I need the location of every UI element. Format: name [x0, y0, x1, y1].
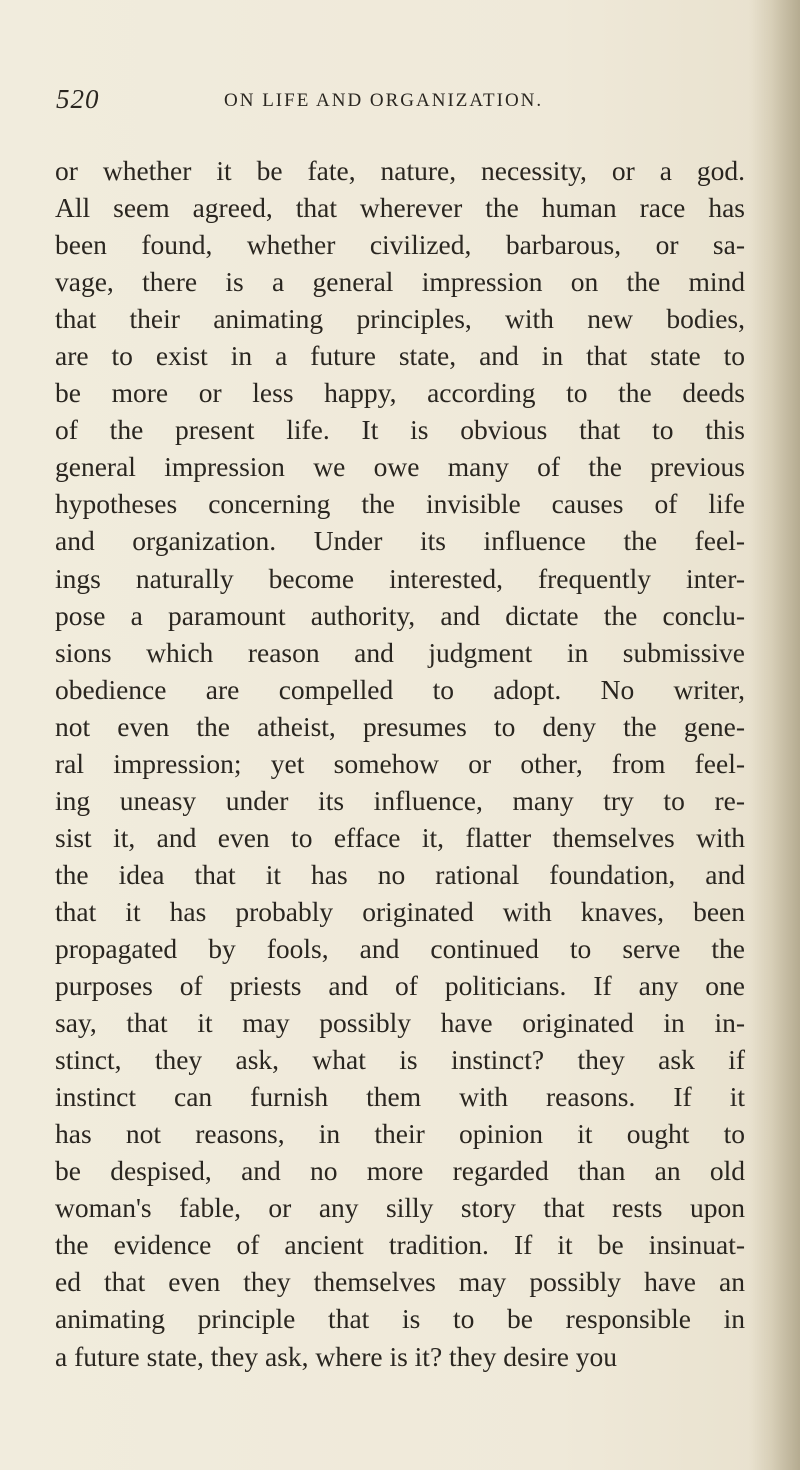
text-line: pose a paramount authority, and dictate the conclu-: [55, 599, 745, 631]
text-line: vage, there is a general impression on the mind: [55, 266, 745, 298]
text-line: woman's fable, or any silly story that rests upon: [55, 1192, 745, 1224]
text-line: that it has probably originated with knaves, been: [55, 895, 745, 927]
text-line: animating principle that is to be responsible in: [55, 1303, 745, 1335]
text-line: be more or less happy, according to the deeds: [55, 377, 745, 409]
text-line: been found, whether civilized, barbarous, or sa-: [55, 229, 745, 261]
text-line: not even the atheist, presumes to deny the gene-: [55, 710, 745, 742]
running-title: ON LIFE AND ORGANIZATION.: [224, 90, 544, 111]
body-text: [55, 152, 745, 1375]
text-line: sions which reason and judgment in submissive: [55, 636, 745, 668]
text-line: sist it, and even to efface it, flatter themselves with: [55, 821, 745, 853]
text-line: ed that even they themselves may possibly have an: [55, 1266, 745, 1298]
text-line: are to exist in a future state, and in that state to: [55, 340, 745, 372]
page-gutter-shadow: [748, 0, 800, 1470]
text-line: propagated by fools, and continued to serve the: [55, 932, 745, 964]
text-line: instinct can furnish them with reasons. If it: [55, 1081, 745, 1113]
text-line: ing uneasy under its influence, many try to re-: [55, 784, 745, 816]
text-line: or whether it be fate, nature, necessity, or a god.: [55, 155, 745, 186]
text-line: that their animating principles, with new bodies,: [55, 303, 745, 335]
text-line: stinct, they ask, what is instinct? they ask if: [55, 1044, 745, 1076]
page-number: 520: [56, 84, 100, 114]
text-line: of the present life. It is obvious that to this: [55, 414, 745, 446]
running-head: [56, 84, 746, 124]
text-line: the evidence of ancient tradition. If it be insinuat-: [55, 1229, 745, 1261]
text-line: purposes of priests and of politicians. If any one: [55, 970, 745, 1002]
text-line: All seem agreed, that wherever the human race has: [55, 192, 745, 224]
text-line: the idea that it has no rational foundation, and: [55, 858, 745, 890]
text-line: ral impression; yet somehow or other, from feel-: [55, 747, 745, 779]
text-line: general impression we owe many of the previous: [55, 451, 745, 483]
text-line: a future state, they ask, where is it? they desire you: [55, 1340, 618, 1372]
text-line: has not reasons, in their opinion it ought to: [55, 1118, 745, 1150]
text-line: hypotheses concerning the invisible causes of life: [55, 488, 745, 520]
text-line: obedience are compelled to adopt. No writer,: [55, 673, 745, 705]
text-line: be despised, and no more regarded than an old: [55, 1155, 745, 1187]
text-line: and organization. Under its influence the feel-: [55, 525, 745, 557]
text-line: say, that it may possibly have originated in in-: [55, 1007, 745, 1039]
text-line: ings naturally become interested, frequently inter-: [55, 562, 745, 594]
